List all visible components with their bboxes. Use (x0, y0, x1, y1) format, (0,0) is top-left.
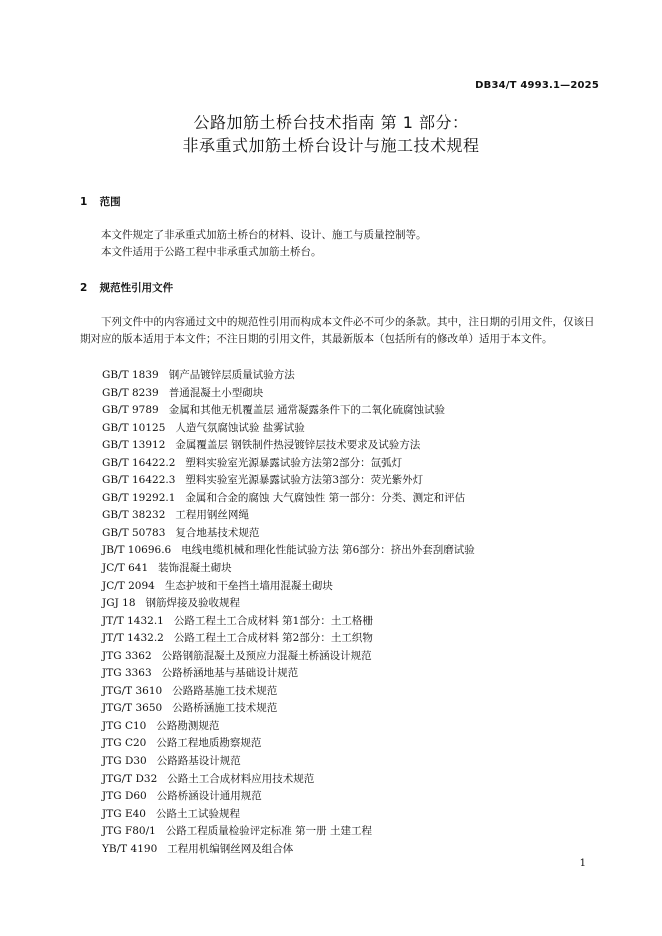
reference-item (102, 823, 475, 841)
reference-title: 公路土工合成材料应用技术规范 (167, 772, 315, 785)
reference-title: 金属和合金的腐蚀 大气腐蚀性 第一部分：分类、测定和评估 (185, 491, 466, 504)
reference-code: GB/T 10125 (102, 421, 166, 434)
reference-title: 公路路基施工技术规范 (172, 684, 278, 697)
reference-item (102, 613, 475, 631)
reference-title: 公路桥涵地基与基础设计规范 (161, 667, 299, 680)
reference-code: GB/T 9789 (102, 404, 159, 417)
reference-title: 公路路基设计规范 (156, 755, 241, 768)
reference-title: 生态护坡和干垒挡土墙用混凝土砌块 (164, 579, 333, 592)
reference-item (102, 420, 475, 438)
reference-title: 公路桥涵施工技术规范 (172, 702, 278, 715)
reference-code: JTG/T 3650 (102, 702, 163, 715)
references-intro-paragraph: 下列文件中的内容通过文中的规范性引用而构成本文件必不可少的条款。其中，注日期的引用文件，仅该日期对应的版本适用于本文件；不注日期的引用文件，其最新版本（包括所有的修改单）适用于本文件。 (80, 316, 595, 345)
reference-title: 工程用钢丝网绳 (175, 509, 249, 522)
reference-title: 公路土工试验规程 (155, 807, 240, 820)
reference-item (102, 560, 475, 578)
document-title-line-2: 非承重式加筋土桥台设计与施工技术规程 (182, 136, 480, 155)
reference-item (102, 700, 475, 718)
reference-item (102, 648, 475, 666)
reference-code: JTG C20 (102, 737, 147, 750)
page-number: 1 (579, 858, 586, 869)
reference-item (102, 753, 475, 771)
reference-code: JTG 3362 (102, 649, 152, 662)
reference-item (102, 771, 475, 789)
reference-title: 塑料实验室光源暴露试验方法第2部分：氙弧灯 (185, 456, 403, 469)
reference-item (102, 578, 475, 596)
reference-title: 公路工程质量检验评定标准 第一册 土建工程 (165, 825, 372, 838)
scope-paragraph-2: 本文件适用于公路工程中非承重式加筋土桥台。 (101, 246, 322, 258)
reference-code: JT/T 1432.1 (102, 614, 164, 627)
reference-code: JTG F80/1 (102, 825, 156, 838)
reference-item (102, 490, 475, 508)
reference-code: JTG C10 (102, 719, 147, 732)
reference-title: 普通混凝土小型砌块 (168, 386, 264, 399)
reference-title: 金属覆盖层 钢铁制件热浸镀锌层技术要求及试验方法 (175, 439, 421, 452)
reference-code: JTG E40 (102, 807, 146, 820)
reference-item (102, 841, 475, 859)
scope-paragraph-1: 本文件规定了非承重式加筋土桥台的材料、设计、施工与质量控制等。 (101, 229, 427, 241)
section-title: 范围 (99, 196, 121, 208)
reference-item (102, 437, 475, 455)
reference-code: JTG/T D32 (102, 772, 158, 785)
reference-item (102, 367, 475, 385)
reference-code: JGJ 18 (102, 597, 136, 610)
reference-title: 电线电缆机械和理化性能试验方法 第6部分：挤出外套刮磨试验 (181, 544, 475, 557)
reference-item (102, 525, 475, 543)
reference-code: GB/T 19292.1 (102, 491, 176, 504)
section-number: 1 (80, 196, 88, 208)
section-2-heading (80, 280, 173, 295)
reference-code: JTG D60 (102, 790, 147, 803)
reference-item (102, 402, 475, 420)
reference-item (102, 385, 475, 403)
reference-title: 人造气氛腐蚀试验 盐雾试验 (175, 421, 305, 434)
reference-item (102, 507, 475, 525)
reference-title: 塑料实验室光源暴露试验方法第3部分：荧光紫外灯 (185, 474, 424, 487)
document-title-line-1: 公路加筋土桥台技术指南 第 1 部分： (193, 113, 469, 132)
section-number: 2 (80, 282, 88, 294)
reference-code: GB/T 8239 (102, 386, 159, 399)
reference-item (102, 542, 475, 560)
reference-code: JT/T 1432.2 (102, 632, 164, 645)
section-title: 规范性引用文件 (99, 282, 174, 294)
reference-item (102, 455, 475, 473)
reference-code: GB/T 16422.3 (102, 474, 176, 487)
reference-title: 公路工程土工合成材料 第2部分：土工织物 (173, 632, 373, 645)
reference-title: 公路工程土工合成材料 第1部分：土工格栅 (173, 614, 373, 627)
reference-title: 复合地基技术规范 (175, 526, 260, 539)
reference-item (102, 806, 475, 824)
reference-code: JTG 3363 (102, 667, 152, 680)
normative-reference-list (102, 367, 475, 858)
reference-item (102, 718, 475, 736)
reference-item (102, 788, 475, 806)
reference-title: 装饰混凝土砌块 (158, 562, 232, 575)
reference-title: 公路工程地质勘察规范 (156, 737, 262, 750)
reference-title: 公路桥涵设计通用规范 (156, 790, 262, 803)
reference-code: JB/T 10696.6 (102, 544, 172, 557)
reference-item (102, 683, 475, 701)
reference-title: 公路钢筋混凝土及预应力混凝土桥涵设计规范 (161, 649, 372, 662)
reference-item (102, 472, 475, 490)
reference-title: 金属和其他无机覆盖层 通常凝露条件下的二氧化硫腐蚀试验 (168, 404, 446, 417)
reference-code: GB/T 13912 (102, 439, 166, 452)
reference-item (102, 630, 475, 648)
reference-code: JC/T 2094 (102, 579, 155, 592)
reference-title: 钢筋焊接及验收规程 (145, 597, 241, 610)
section-1-heading (80, 194, 121, 209)
reference-code: GB/T 38232 (102, 509, 166, 522)
reference-item (102, 735, 475, 753)
reference-code: JC/T 641 (102, 562, 149, 575)
reference-title: 公路勘测规范 (156, 719, 220, 732)
reference-title: 工程用机编钢丝网及组合体 (167, 842, 294, 855)
reference-code: GB/T 16422.2 (102, 456, 176, 469)
reference-code: JTG/T 3610 (102, 684, 163, 697)
reference-item (102, 595, 475, 613)
standard-code: DB34/T 4993.1—2025 (475, 80, 599, 91)
reference-title: 钢产品镀锌层质量试验方法 (168, 369, 295, 381)
reference-code: YB/T 4190 (102, 842, 158, 855)
reference-item (102, 665, 475, 683)
reference-code: GB/T 1839 (102, 369, 159, 381)
reference-code: JTG D30 (102, 755, 147, 768)
reference-code: GB/T 50783 (102, 526, 166, 539)
